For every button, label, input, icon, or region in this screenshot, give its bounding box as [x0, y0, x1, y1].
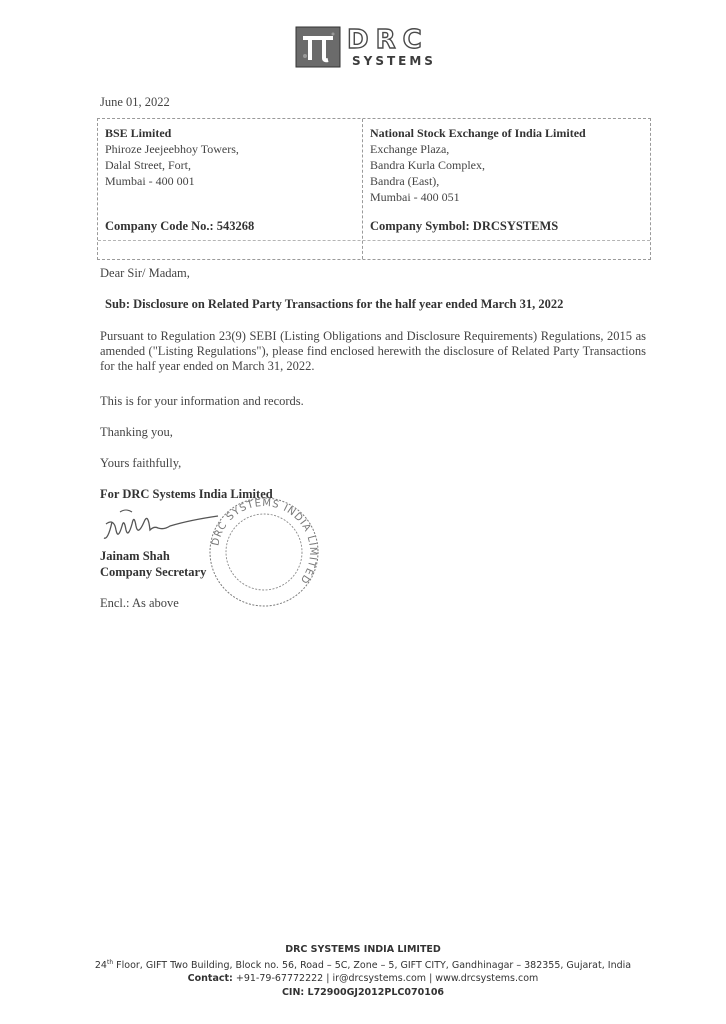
bse-company-code: Company Code No.: 543268 [105, 219, 255, 233]
footer-company: DRC SYSTEMS INDIA LIMITED [285, 944, 441, 955]
company-stamp [204, 496, 324, 608]
svg-text:DRC SYSTEMS INDIA LIMITED: DRC SYSTEMS INDIA LIMITED [210, 497, 319, 586]
table-divider [98, 240, 650, 241]
cin-value: L72900GJ2012PLC070106 [304, 987, 445, 998]
footer-cin [0, 987, 726, 998]
closing-line: Yours faithfully, [100, 456, 182, 470]
nse-column [363, 119, 650, 259]
footer-contact [0, 973, 726, 984]
thanks-line: Thanking you, [100, 425, 173, 439]
footer-address [0, 959, 726, 971]
footer-address-floor: 24 [94, 960, 107, 972]
footer-address-ordinal: th [106, 959, 114, 966]
footer-address-rest: Floor, GIFT Two Building, Block no. 56, Road – 5C, Zone – 5, GIFT CITY, Gandhinagar – 382355, Gujarat, India [113, 960, 632, 972]
bse-address-line: Mumbai - 400 001 [105, 174, 195, 188]
enclosure-note: Encl.: As above [100, 596, 179, 610]
company-logo [295, 26, 455, 70]
for-company: For DRC Systems India Limited [100, 487, 273, 501]
drc-pi-mark-icon [295, 26, 341, 68]
nse-company-symbol: Company Symbol: DRCSYSTEMS [370, 219, 559, 233]
cin-label: CIN: [281, 987, 305, 998]
bse-name: BSE Limited [105, 126, 172, 140]
logo-name: DRC [347, 25, 429, 55]
info-line: This is for your information and records. [100, 394, 304, 408]
body-paragraph: Pursuant to Regulation 23(9) SEBI (Listing Obligations and Disclosure Requirements) Regulations, 2015 as amended ("Listing Regulations"), please find enclosed herewith the disclosure of Related Party Transactions for the half year ended on March 31, 2022. [100, 329, 646, 373]
subject-line: Sub: Disclosure on Related Party Transactions for the half year ended March 31, 2022 [105, 297, 564, 311]
bse-address-line: Dalal Street, Fort, [105, 158, 191, 172]
addressee-table [97, 118, 651, 260]
signatory-title: Company Secretary [100, 565, 207, 579]
letter-date: June 01, 2022 [100, 95, 170, 109]
nse-address-line: Bandra Kurla Complex, [370, 158, 485, 172]
contact-value: +91-79-67772222 | ir@drcsystems.com | www.drcsystems.com [232, 973, 539, 984]
nse-address-line: Bandra (East), [370, 174, 440, 188]
nse-name: National Stock Exchange of India Limited [370, 126, 586, 140]
nse-address-line: Exchange Plaza, [370, 142, 450, 156]
signatory-name: Jainam Shah [100, 549, 170, 563]
bse-column [98, 119, 363, 259]
bse-address-line: Phiroze Jeejeebhoy Towers, [105, 142, 239, 156]
nse-address-line: Mumbai - 400 051 [370, 190, 460, 204]
contact-label: Contact: [187, 973, 233, 984]
salutation: Dear Sir/ Madam, [100, 266, 190, 280]
logo-subtitle: SYSTEMS [352, 54, 436, 68]
